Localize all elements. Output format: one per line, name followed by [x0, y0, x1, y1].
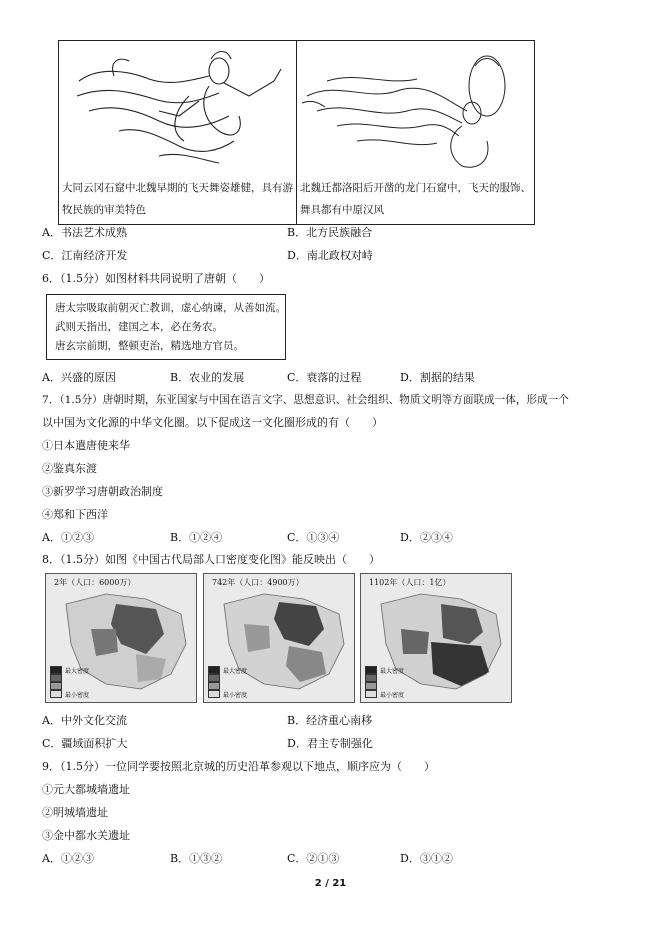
population-map-742ad	[203, 573, 355, 703]
q9-item: ③金中都水关遗址	[42, 829, 130, 842]
figure-cell-yungang	[59, 41, 297, 224]
q7-option-d[interactable]: D．②③④	[400, 531, 453, 544]
figure-caption-left: 大同云冈石窟中北魏早期的飞天舞姿雄健，具有游牧民族的审美特色	[62, 182, 293, 216]
q7-option-a[interactable]: A．①②③	[42, 531, 94, 544]
q6-option-c[interactable]: C．衰落的过程	[287, 371, 362, 384]
q7-option-c[interactable]: C．①③④	[287, 531, 340, 544]
q5-option-c[interactable]: C．江南经济开发	[42, 249, 128, 262]
legend-max-label: 最大密度	[223, 667, 248, 675]
map-label: 1102年（人口：1亿）	[369, 578, 451, 587]
population-map-1102ad	[360, 573, 512, 703]
q7-stem-line1: 7．（1.5分）唐朝时期，东亚国家与中国在语言文字、思想意识、社会组织、物质文明等方面联成一体，形成一个	[42, 394, 569, 406]
map-label: 2年（人口：6000万）	[54, 578, 136, 587]
figure-cell-longmen	[297, 41, 534, 224]
q5-option-b[interactable]: B．北方民族融合	[287, 226, 373, 239]
legend-min-label: 最小密度	[65, 691, 90, 699]
q7-item: ①日本遣唐使来华	[42, 439, 130, 452]
map-label: 742年（人口：4900万）	[212, 578, 304, 587]
q9-item: ②明城墙遗址	[42, 806, 108, 819]
q7-item: ②鉴真东渡	[42, 462, 97, 475]
q6-stem: 6．（1.5分）如图材料共同说明了唐朝（ ）	[42, 272, 270, 285]
q7-item: ③新罗学习唐朝政治制度	[42, 485, 163, 498]
q8-option-d[interactable]: D．君主专制强化	[287, 737, 373, 750]
legend-min-label: 最小密度	[223, 691, 248, 699]
q5-option-d[interactable]: D．南北政权对峙	[287, 249, 373, 262]
flying-apsara-yungang-drawing	[59, 41, 296, 173]
legend-max-label: 最大密度	[65, 667, 90, 675]
page-number: 2 / 21	[314, 878, 347, 889]
legend-min-label: 最小密度	[380, 691, 405, 699]
legend-max-label: 最大密度	[380, 667, 405, 675]
q6-option-d[interactable]: D．割据的结果	[400, 371, 475, 384]
q7-stem-line2: 以中国为文化源的中华文化圈。以下促成这一文化圈形成的有（ ）	[42, 416, 383, 429]
q6-quote-box	[46, 294, 286, 360]
q7-item: ④郑和下西洋	[42, 508, 108, 521]
map-legend	[50, 666, 89, 698]
flying-apsara-longmen-drawing	[297, 41, 534, 173]
map-legend	[208, 666, 247, 698]
figure-table	[58, 40, 535, 225]
q9-option-d[interactable]: D．③①②	[400, 852, 453, 865]
q9-option-b[interactable]: B．①③②	[170, 852, 223, 865]
q6-quote-line: 武则天指出，建国之本，必在务农。	[55, 321, 223, 333]
q7-option-b[interactable]: B．①②④	[170, 531, 223, 544]
q9-option-c[interactable]: C．②①③	[287, 852, 340, 865]
population-map-2ad	[45, 573, 197, 703]
q8-option-a[interactable]: A．中外文化交流	[42, 714, 127, 727]
map-legend	[365, 666, 404, 698]
q8-option-c[interactable]: C．疆域面积扩大	[42, 737, 128, 750]
q8-stem: 8．（1.5分）如图《中国古代局部人口密度变化图》能反映出（ ）	[42, 553, 380, 566]
q6-option-b[interactable]: B．农业的发展	[170, 371, 245, 384]
q9-stem: 9．（1.5分）一位同学要按照北京城的历史沿革参观以下地点，顺序应为（ ）	[42, 760, 435, 773]
q6-quote-line: 唐玄宗前期，整顿吏治，精选地方官员。	[55, 340, 244, 352]
q6-quote-line: 唐太宗吸取前朝灭亡教训，虚心纳谏，从善如流。	[55, 302, 286, 314]
figure-caption-right: 北魏迁都洛阳后开凿的龙门石窟中，飞天的服饰、舞具都有中原汉风	[300, 182, 531, 216]
q9-option-a[interactable]: A．①②③	[42, 852, 94, 865]
q8-option-b[interactable]: B．经济重心南移	[287, 714, 373, 727]
q5-option-a[interactable]: A．书法艺术成熟	[42, 226, 127, 239]
q6-option-a[interactable]: A．兴盛的原因	[42, 371, 116, 384]
q9-item: ①元大都城墙遗址	[42, 783, 130, 796]
